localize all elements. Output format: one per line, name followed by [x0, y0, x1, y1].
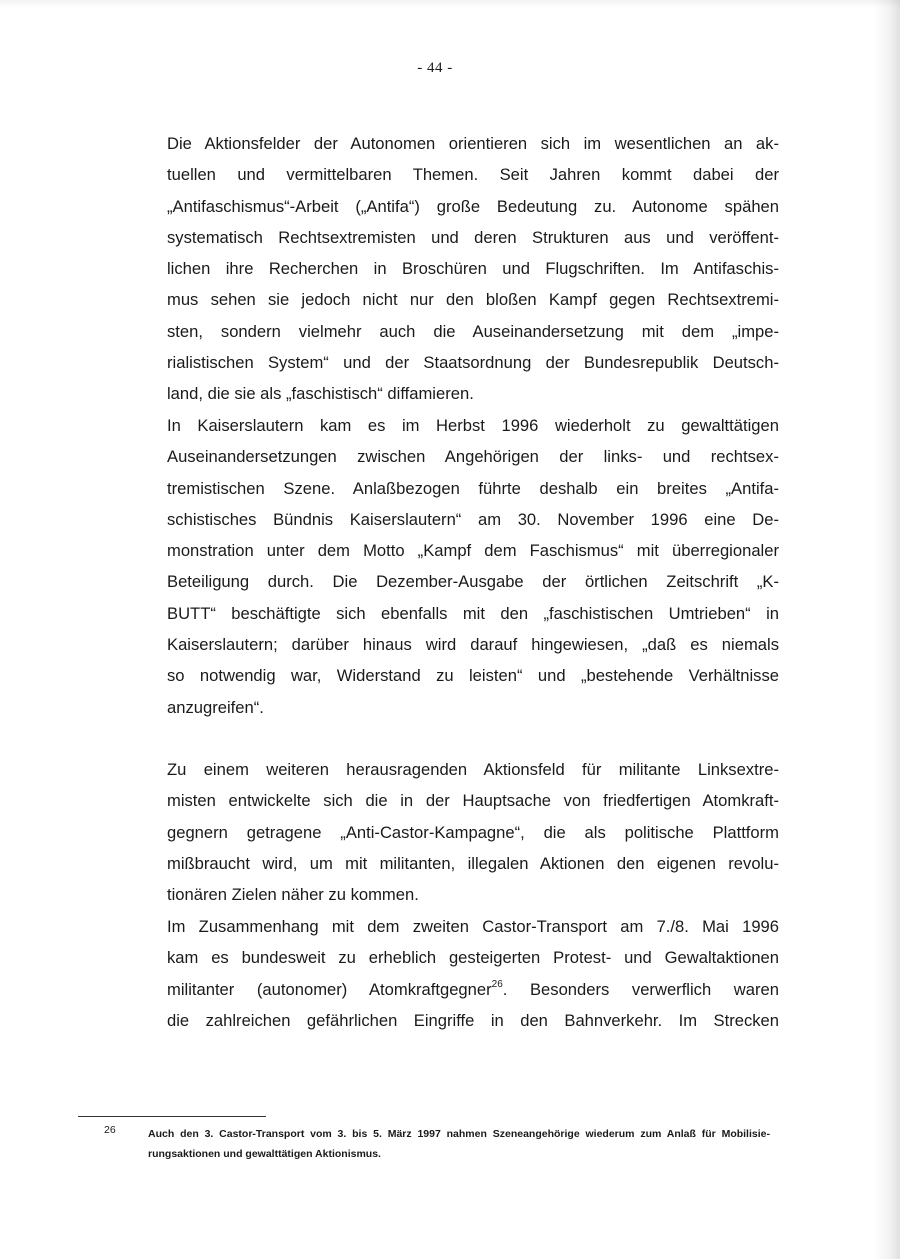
text-line: sten, sondern vielmehr auch die Auseinandersetzung mit dem „impe-: [167, 321, 779, 341]
scan-shadow-top: [0, 0, 900, 8]
text-line: misten entwickelte sich die in der Hauptsache von friedfertigen Atomkraft-: [167, 791, 779, 811]
text-line: schistisches Bündnis Kaiserslautern“ am 30. November 1996 eine De-: [167, 509, 779, 529]
text-line: anzugreifen“.: [167, 697, 264, 717]
text-segment: . Besonders verwerflich waren: [502, 979, 779, 999]
text-line: tremistischen Szene. Anlaßbezogen führte deshalb ein breites „Antifa-: [167, 478, 779, 498]
text-line: rialistischen System“ und der Staatsordnung der Bundesrepublik Deutsch-: [167, 353, 779, 373]
text-line: lichen ihre Recherchen in Broschüren und Flugschriften. Im Antifaschis-: [167, 259, 779, 279]
text-line: „Antifaschismus“-Arbeit („Antifa“) große Bedeutung zu. Autonome spähen: [167, 196, 779, 216]
text-line: kam es bundesweit zu erheblich gesteigerten Protest- und Gewaltaktionen: [167, 948, 779, 968]
paragraph-antifa-overview: [167, 128, 779, 410]
text-line: monstration unter dem Motto „Kampf dem Faschismus“ mit überregionaler: [167, 541, 779, 561]
text-line: land, die sie als „faschistisch“ diffamieren.: [167, 384, 474, 404]
footnote-separator: [78, 1116, 266, 1117]
scan-shadow-right: [874, 0, 900, 1259]
footnote-text: [148, 1124, 770, 1164]
paragraph-castor-transport: [167, 911, 779, 1036]
text-line-with-footnote-ref: [167, 974, 779, 1005]
text-line: mus sehen sie jedoch nicht nur den bloßen Kampf gegen Rechtsextremi-: [167, 290, 779, 310]
text-line: In Kaiserslautern kam es im Herbst 1996 wiederholt zu gewalttätigen: [167, 416, 779, 435]
text-line: Beteiligung durch. Die Dezember-Ausgabe der örtlichen Zeitschrift „K-: [167, 572, 779, 592]
text-line: Kaiserslautern; darüber hinaus wird darauf hingewiesen, „daß es niemals: [167, 635, 779, 655]
text-line: systematisch Rechtsextremisten und deren Strukturen aus und veröffent-: [167, 227, 779, 247]
text-line: Im Zusammenhang mit dem zweiten Castor-Transport am 7./8. Mai 1996: [167, 917, 779, 936]
footnote-reference[interactable]: 26: [491, 979, 503, 991]
text-line: BUTT“ beschäftigte sich ebenfalls mit den „faschistischen Umtrieben“ in: [167, 603, 779, 623]
text-line: Zu einem weiteren herausragenden Aktionsfeld für militante Linksextre-: [167, 760, 779, 779]
footnote-line: rungsaktionen und gewalttätigen Aktionismus.: [148, 1148, 381, 1160]
text-segment: militanter (autonomer) Atomkraftgegner: [167, 979, 492, 999]
footnote-line: Auch den 3. Castor-Transport vom 3. bis 5. März 1997 nahmen Szeneangehörige wiederum zum Anlaß für Mobilisie-: [148, 1128, 770, 1140]
paragraph-anti-castor: [167, 754, 779, 910]
text-line: tuellen und vermittelbaren Themen. Seit Jahren kommt dabei der: [167, 165, 779, 185]
text-line: gegnern getragene „Anti-Castor-Kampagne“, die als politische Plattform: [167, 822, 779, 842]
paragraph-kaiserslautern: [167, 410, 779, 723]
text-line: so notwendig war, Widerstand zu leisten“ und „bestehende Verhältnisse: [167, 666, 779, 686]
page-number: - 44 -: [417, 60, 453, 76]
text-line: Auseinandersetzungen zwischen Angehörigen der links- und rechtsex-: [167, 447, 779, 467]
text-line: die zahlreichen gefährlichen Eingriffe in den Bahnverkehr. Im Strecken: [167, 1010, 779, 1030]
text-line: Die Aktionsfelder der Autonomen orientieren sich im wesentlichen an ak-: [167, 134, 779, 153]
text-line: mißbraucht wird, um mit militanten, illegalen Aktionen den eigenen revolu-: [167, 853, 779, 873]
text-line: tionären Zielen näher zu kommen.: [167, 885, 419, 905]
footnote-number: 26: [104, 1124, 116, 1136]
